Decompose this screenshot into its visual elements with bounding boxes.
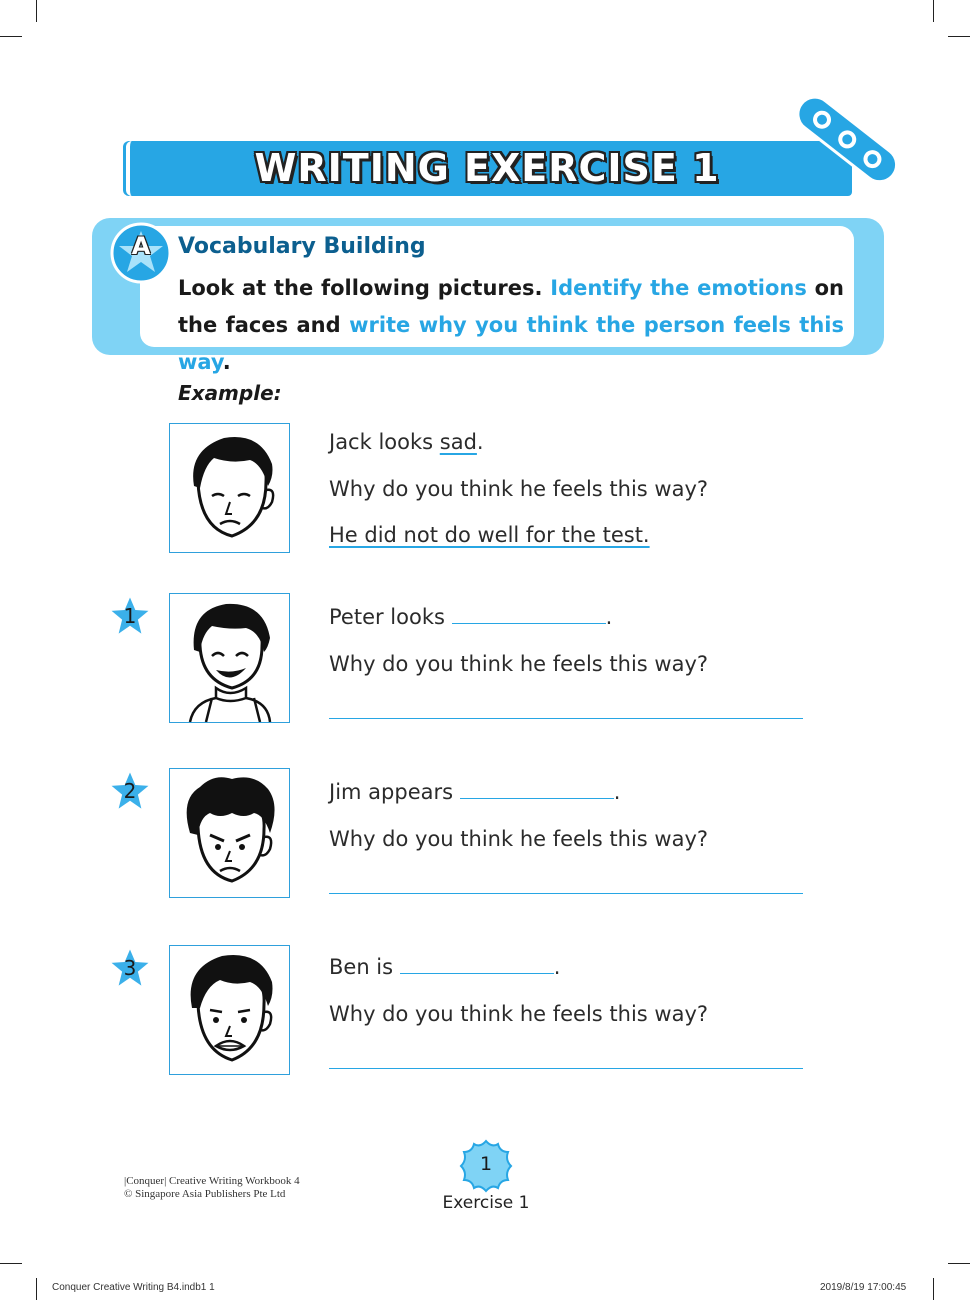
question-text: Why do you think he feels this way?	[329, 1002, 709, 1026]
page-number: 1	[479, 1153, 493, 1175]
crop-mark	[36, 0, 37, 22]
example-text: Jack looks	[329, 430, 440, 454]
prompt-text: Ben is	[329, 955, 400, 979]
example-question: Why do you think he feels this way?	[329, 477, 709, 501]
sad-face-icon	[170, 424, 289, 552]
fill-in-sentence	[329, 605, 612, 629]
instructions	[178, 270, 844, 381]
prompt-end: .	[553, 955, 561, 979]
happy-face-picture	[169, 593, 290, 723]
example-line	[329, 430, 484, 454]
happy-face-icon	[170, 594, 289, 722]
crop-mark	[948, 1263, 970, 1264]
angry-face-icon	[170, 769, 289, 897]
emotion-blank[interactable]	[460, 797, 614, 799]
angry-face-picture	[169, 768, 290, 898]
crop-mark	[948, 36, 970, 37]
section-heading: Vocabulary Building	[178, 234, 426, 259]
example-label: Example:	[178, 381, 282, 405]
question-number: 1	[123, 604, 137, 628]
footer-copyright: © Singapore Asia Publishers Pte Ltd	[124, 1188, 286, 1200]
prompt-text: Jim appears	[329, 780, 460, 804]
scared-face-icon	[170, 946, 289, 1074]
print-slug-file: Conquer Creative Writing B4.indb1 1	[52, 1282, 215, 1293]
example-answer-word: sad	[439, 430, 477, 454]
question-number: 3	[123, 956, 137, 980]
fill-in-sentence	[329, 955, 560, 979]
instruction-text: Look at the following pictures.	[178, 276, 551, 300]
page-title: WRITING EXERCISE 1	[254, 146, 720, 190]
question-text: Why do you think he feels this way?	[329, 652, 709, 676]
instruction-highlight: write why you think the person feels this way	[178, 313, 844, 374]
emotion-blank[interactable]	[400, 972, 554, 974]
page-label: Exercise 1	[442, 1193, 530, 1213]
instruction-text: on the faces and	[178, 276, 844, 337]
prompt-text: Peter looks	[329, 605, 452, 629]
emotion-blank[interactable]	[452, 622, 606, 624]
crop-mark	[933, 0, 934, 22]
example-answer: He did not do well for the test.	[329, 523, 650, 547]
scared-face-picture	[169, 945, 290, 1075]
print-slug-timestamp: 2019/8/19 17:00:45	[820, 1282, 907, 1293]
crop-mark	[0, 1263, 22, 1264]
sad-face-picture	[169, 423, 290, 553]
question-text: Why do you think he feels this way?	[329, 827, 709, 851]
answer-line[interactable]	[329, 893, 803, 894]
crop-mark	[933, 1278, 934, 1300]
section-letter: A	[131, 232, 151, 260]
footer-credit	[124, 1175, 300, 1201]
crop-mark	[36, 1278, 37, 1300]
crop-mark	[0, 36, 22, 37]
prompt-end: .	[613, 780, 621, 804]
answer-line[interactable]	[329, 718, 803, 719]
question-number: 2	[123, 779, 137, 803]
answer-line[interactable]	[329, 1068, 803, 1069]
prompt-end: .	[605, 605, 613, 629]
footer-book-title: |Conquer| Creative Writing Workbook 4	[124, 1175, 300, 1187]
example-text: .	[476, 430, 484, 454]
fill-in-sentence	[329, 780, 620, 804]
instruction-text: .	[222, 350, 231, 374]
instruction-highlight: Identify the emotions	[550, 276, 807, 300]
